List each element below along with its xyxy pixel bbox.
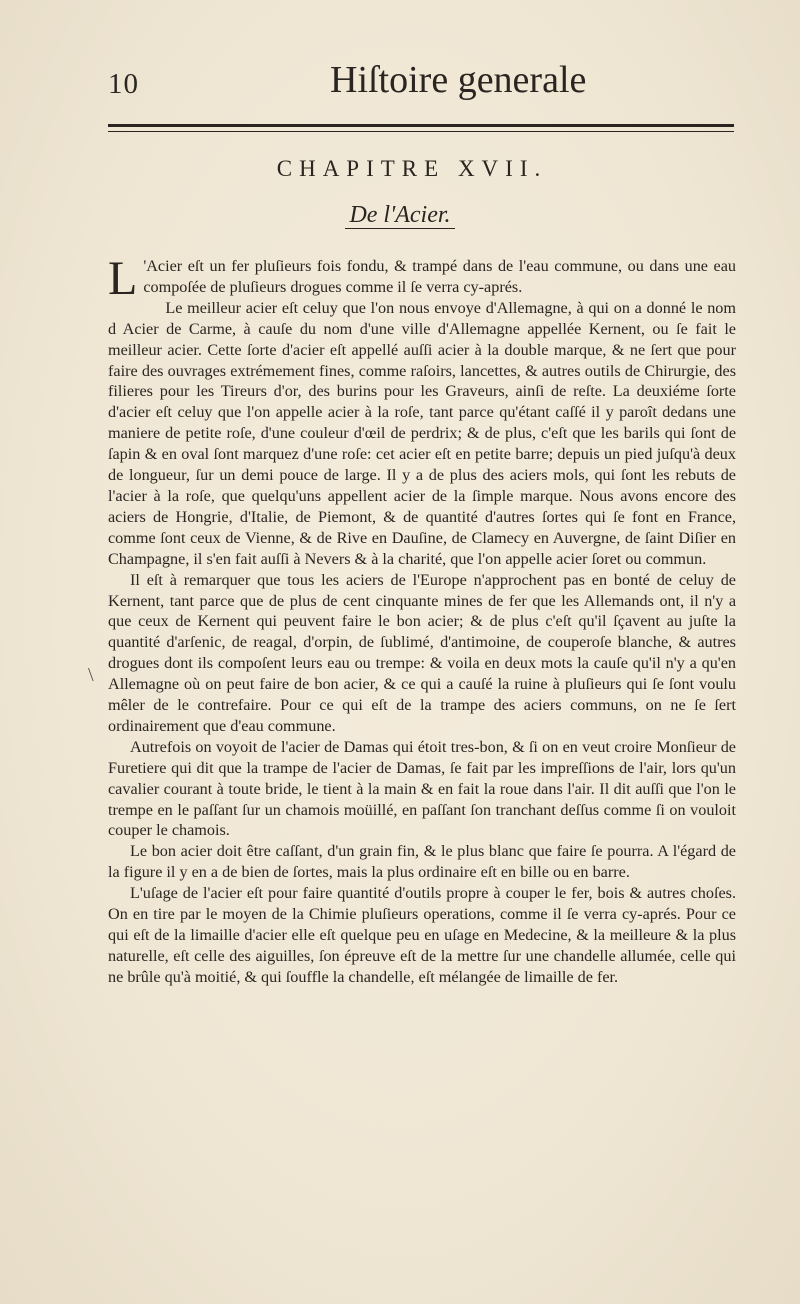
paragraph-text: 'Acier eſt un fer pluſieurs fois fondu, & trampé dans de l'eau commune, ou dans une eau compoſée de pluſieurs drogues comme il ſe verra cy-aprés. xyxy=(143,257,736,296)
paragraph-1 xyxy=(108,252,736,305)
paragraph-4: Autrefois on voyoit de l'acier de Damas qui étoit tres-bon, & ſi on en veut croire Monſieur de Furetiere qui dit que la trampe de l'acier de Damas, ſe fait par les impreſſions de l'air, lors qu'un cavalier courant à toute bride, le tient à la main & en fait la roue dans l'air. Il dit auſſi que l'on le trempe en le paſſant ſur un chamois moüillé, en paſſant ſon tranchant deſſus comme ſi on vouloit couper le chamois. xyxy=(108,737,736,840)
chapter-heading: CHAPITRE XVII. xyxy=(276,156,548,181)
running-title: Hiſtoire generale xyxy=(330,59,587,101)
paragraph-6: L'uſage de l'acier eſt pour faire quantité d'outils propre à couper le fer, bois & autres choſes. On en tire par le moyen de la Chimie pluſieurs operations, comme il ſe verra cy-aprés. Pour ce qui eſt de la limaille d'acier elle eſt quelque peu en uſage en Medecine, & la meilleure & la plus naturelle, eſt celle des aiguilles, ſon épreuve eſt de la mettre ſur une chandelle allumée, celle qui ne brûle qu'à moitié, & qui ſouffle la chandelle, eſt mélangée de limaille de fer. xyxy=(108,884,736,986)
header-rule-thick xyxy=(108,124,734,127)
chapter-subject xyxy=(0,202,800,229)
paragraph-5: Le bon acier doit être caſſant, d'un grain fin, & le plus blanc que faire ſe pourra. A l'égard de la figure il y en a de bien de ſortes, mais la plus ordinaire eſt en bille ou en barre. xyxy=(108,842,736,882)
margin-mark: \ xyxy=(88,664,94,686)
drop-cap: L xyxy=(108,252,138,305)
paragraph-2: Le meilleur acier eſt celuy que l'on nous envoye d'Allemagne, à qui on a donné le nom d Acier de Carme, à cauſe du nom d'une ville d'Allemagne appellée Kernent, ou ſe fait le meilleur acier. Cette ſorte d'acier eſt appellé auſſi acier à la double marque, & ne ſert que pour faire des ouvrages extrémement fines, comme raſoirs, lancettes, & autres outils de Chirurgie, des filieres pour les Tireurs d'or, des burins pour les Graveurs, ainſi de reſte. La deuxiéme ſorte d'acier eſt celuy que l'on appelle acier à la roſe, tant parce qu'étant caſſé il y paroît dedans une maniere de petite roſe, d'une couleur d'œil de perdrix; & de plus, c'eſt que les barils qui ſont de ſapin & en oval ſont marquez d'une roſe: cet acier eſt en petite barre; depuis un pied juſqu'à deux de longueur, ſur un demi pouce de large. Il y a de plus des aciers mols, qui ſont les rebuts de l'acier à la roſe, que quelqu'uns appellent acier de la ſimple marque. Nous avons encore des aciers de Hongrie, d'Italie, de Piemont, & de quantité d'autres ſortes qui ſe font en France, comme ſont ceux de Vienne, & de Rive en Dauſine, de Clamecy en Auvergne, de ſaint Diſier en Champagne, il s'en fait auſſi à Nevers & à la charité, que l'on appelle acier ſoret ou commun. xyxy=(108,298,736,568)
header-rule-thin xyxy=(108,131,734,132)
paragraph-3: Il eſt à remarquer que tous les aciers de l'Europe n'approchent pas en bonté de celuy de Kernent, tant parce que de plus de cent cinquante mines de fer que les Allemands ont, il n'y a que ceux de Kernent qui peuvent faire le bon acier; & de plus c'eſt qu'il ſçavent au juſte la quantité d'arſenic, de reagal, d'orpin, de ſublimé, d'antimoine, de couperoſe blanche, & autres drogues dont ils compoſent leurs eau ou trempe: & voila en deux mots la cauſe qu'il n'y a qu'en Allemagne où on peut faire de bon acier, & ce qui a cauſé la ruine à pluſieurs qui ſe ſont voulu mêler de le contrefaire. Pour ce qui eſt de la trampe des aciers communs, on ne ſe ſert ordinairement que d'eau commune. xyxy=(108,570,736,735)
chapter-subject-text: De l'Acier. xyxy=(345,202,454,229)
body-text xyxy=(108,252,736,988)
page-number: 10 xyxy=(108,68,139,100)
